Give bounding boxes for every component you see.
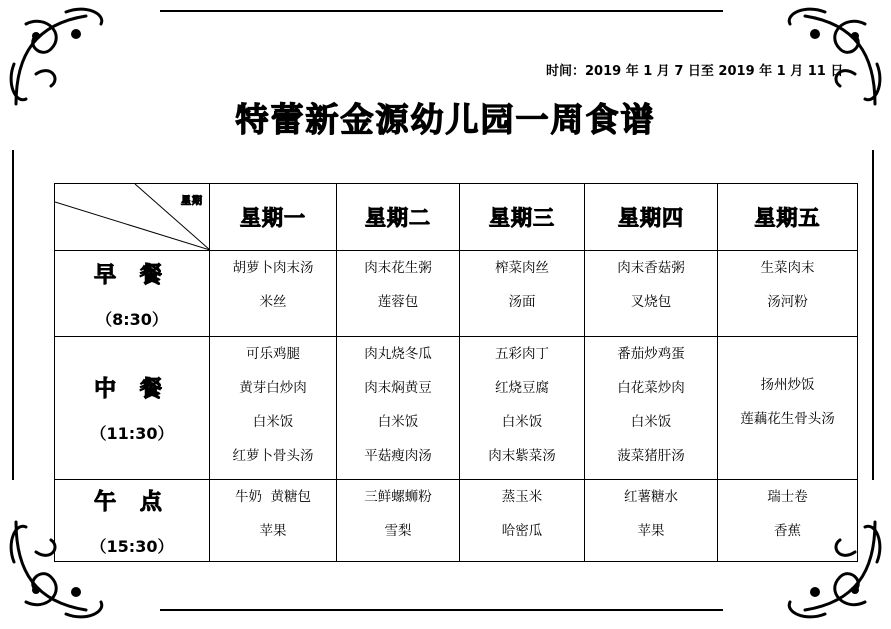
meal-label-snack — [55, 480, 210, 562]
frame-top-line — [160, 10, 723, 12]
dish: 肉末紫菜汤 — [488, 448, 556, 464]
dish: 白花菜炒肉 — [617, 380, 685, 396]
dish: 菠菜猪肝汤 — [617, 448, 685, 464]
dish: 红薯糖水 — [624, 489, 678, 505]
dish: 莲蓉包 — [377, 294, 419, 310]
day-header-tue: 星期二 — [337, 184, 460, 251]
dish: 汤河粉 — [767, 294, 808, 310]
frame-right-line — [872, 150, 874, 480]
menu-cell — [210, 337, 337, 480]
menu-cell — [585, 337, 718, 480]
page-title: 特蕾新金源幼儿园一周食谱 — [235, 100, 656, 139]
dish: 白米饭 — [377, 414, 419, 430]
dish: 白米饭 — [501, 414, 543, 430]
dish: 肉丸烧冬瓜 — [364, 346, 432, 362]
menu-cell — [718, 337, 858, 480]
menu-cell — [460, 337, 585, 480]
meal-label-lunch — [55, 337, 210, 480]
meal-label-breakfast — [55, 251, 210, 337]
menu-cell — [718, 480, 858, 562]
dish: 黄芽白炒肉 — [239, 380, 307, 396]
menu-cell — [585, 480, 718, 562]
frame-left-line — [12, 150, 14, 480]
dish: 苹果 — [259, 523, 287, 539]
dish: 白米饭 — [252, 414, 294, 430]
dish: 扬州炒饭 — [760, 377, 815, 393]
dish: 汤面 — [508, 294, 536, 310]
dish: 肉末香菇粥 — [617, 260, 685, 276]
day-header-fri: 星期五 — [718, 184, 858, 251]
day-header-thu: 星期四 — [585, 184, 718, 251]
dish: 莲藕花生骨头汤 — [740, 411, 835, 427]
menu-cell — [210, 480, 337, 562]
dish: 苹果 — [637, 523, 665, 539]
dish: 肉末花生粥 — [364, 260, 432, 276]
dish: 红烧豆腐 — [495, 380, 549, 396]
menu-cell — [718, 251, 858, 337]
meal-time: （11:30） — [90, 424, 174, 443]
dish: 米丝 — [259, 294, 287, 310]
menu-cell — [460, 251, 585, 337]
meal-name: 中 餐 — [94, 377, 170, 402]
dish: 蒸玉米 — [501, 489, 543, 505]
dish: 生菜肉末 — [760, 260, 815, 276]
menu-cell — [337, 251, 460, 337]
dish: 雪梨 — [384, 523, 412, 539]
menu-cell — [460, 480, 585, 562]
dish: 香蕉 — [774, 523, 801, 539]
corner-header-label: 星期 — [181, 196, 203, 207]
day-header-wed: 星期三 — [460, 184, 585, 251]
dish: 瑞士卷 — [767, 489, 808, 505]
dish: 哈密瓜 — [501, 523, 543, 539]
dish: 红萝卜骨头汤 — [232, 448, 314, 464]
frame-bottom-line — [160, 609, 723, 611]
meal-time: （8:30） — [96, 309, 168, 329]
dish: 平菇瘦肉汤 — [364, 448, 432, 464]
menu-cell — [337, 480, 460, 562]
day-header-mon: 星期一 — [210, 184, 337, 251]
dish: 五彩肉丁 — [495, 346, 549, 362]
dish: 肉末焖黄豆 — [364, 380, 432, 396]
header-corner-cell — [55, 184, 210, 251]
dish: 胡萝卜肉末汤 — [232, 260, 314, 276]
menu-cell — [210, 251, 337, 337]
dish: 番茄炒鸡蛋 — [617, 346, 685, 362]
menu-table — [54, 183, 858, 562]
menu-cell — [585, 251, 718, 337]
meal-name: 午 点 — [94, 489, 170, 515]
meal-name: 早 餐 — [94, 262, 170, 288]
date-range: 时间：2019 年 1 月 7 日至 2019 年 1 月 11 日 — [546, 64, 844, 79]
dish: 可乐鸡腿 — [246, 346, 300, 362]
menu-cell — [337, 337, 460, 480]
dish: 叉烧包 — [630, 294, 672, 310]
meal-time: （15:30） — [90, 536, 174, 556]
dish: 三鲜螺蛳粉 — [364, 489, 432, 505]
dish: 榨菜肉丝 — [495, 260, 549, 276]
dish: 牛奶 黄糖包 — [234, 489, 312, 505]
dish: 白米饭 — [630, 414, 672, 430]
